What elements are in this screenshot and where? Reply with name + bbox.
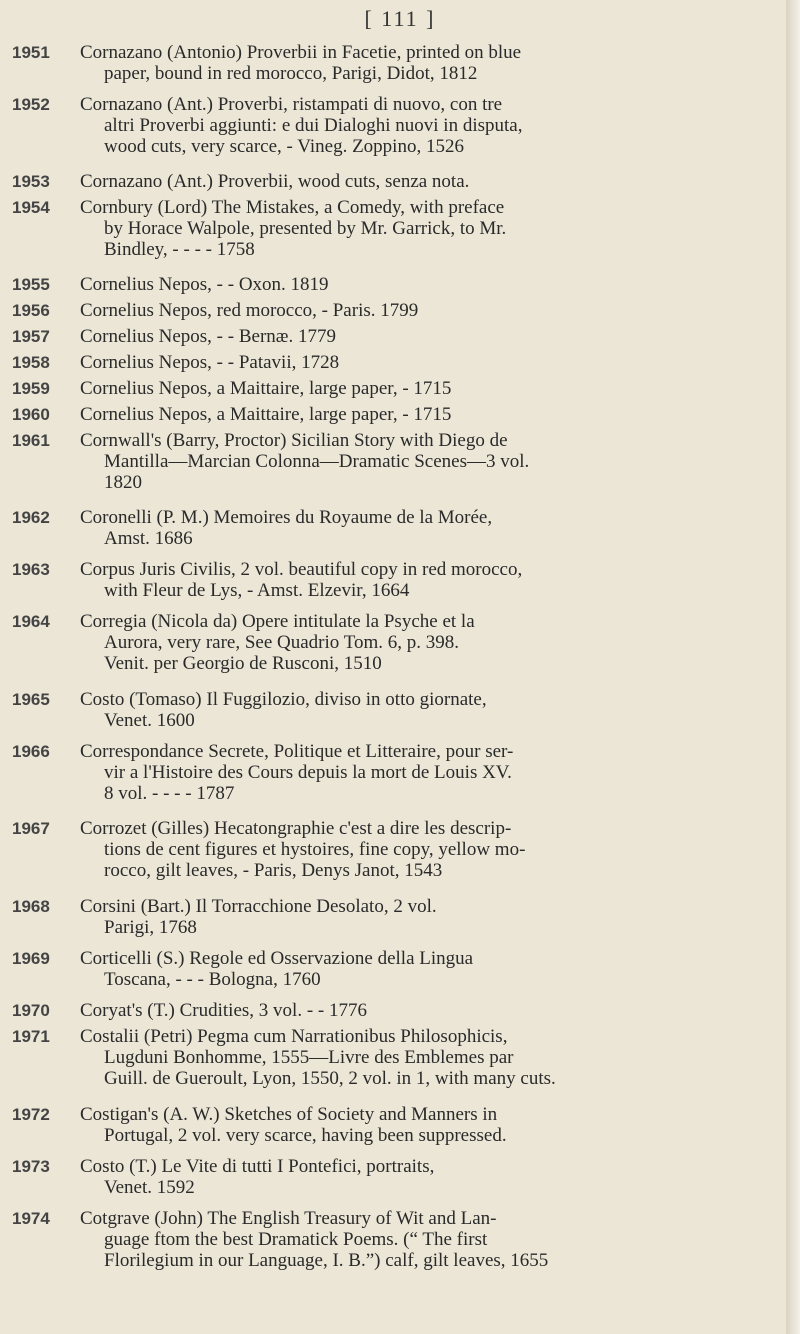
entry-line: Costalii (Petri) Pegma cum Narrationibus Philosophicis,: [80, 1026, 508, 1048]
entry-text: [80, 404, 680, 425]
entry-line: vir a l'Histoire des Cours depuis la mort de Louis XV.: [104, 761, 512, 783]
entry-line: rocco, gilt leaves, - Paris, Denys Janot, 1543: [104, 860, 443, 882]
entry-line: Costo (T.) Le Vite di tutti I Pontefici, portraits,: [80, 1155, 435, 1177]
entry-line: Toscana, - - - Bologna, 1760: [104, 969, 321, 991]
entry-text: [80, 352, 680, 373]
entry-text: [80, 507, 680, 549]
entry-line: Aurora, very rare, See Quadrio Tom. 6, p. 398.: [104, 631, 459, 653]
entry-number: 1968: [12, 897, 50, 917]
entry-line: Cotgrave (John) The English Treasury of Wit and Lan-: [80, 1207, 497, 1229]
entry-text: [80, 818, 680, 881]
entry-number: 1965: [12, 689, 50, 709]
entry-line: Amst. 1686: [104, 527, 193, 549]
entry-number: 1954: [12, 197, 50, 217]
entry-text: [80, 197, 680, 260]
entry-line: Cornbury (Lord) The Mistakes, a Comedy, with preface: [80, 196, 505, 218]
entry-line: Cornelius Nepos, - - Patavii, 1728: [80, 352, 340, 374]
entry-text: [80, 1208, 680, 1271]
entry-text: [80, 611, 680, 674]
entry-number: 1956: [12, 301, 50, 321]
entry-number: 1966: [12, 741, 50, 761]
entry-text: [80, 689, 680, 731]
entry-line: Portugal, 2 vol. very scarce, having been suppressed.: [104, 1125, 507, 1146]
entry-text: [80, 94, 680, 157]
entry-line: Cornelius Nepos, - - Oxon. 1819: [80, 274, 329, 296]
entry-number: 1963: [12, 559, 50, 579]
entry-text: [80, 948, 680, 990]
entry-line: with Fleur de Lys, - Amst. Elzevir, 1664: [104, 579, 410, 601]
entry-text: [80, 378, 680, 399]
entry-line: Correspondance Secrete, Politique et Litteraire, pour ser-: [80, 740, 514, 762]
entry-text: [80, 300, 680, 321]
entry-line: Cornelius Nepos, a Maittaire, large paper, - 1715: [80, 404, 452, 426]
entry-text: [80, 896, 680, 938]
entry-text: [80, 430, 680, 493]
entry-line: Cornelius Nepos, - - Bernæ. 1779: [80, 326, 336, 348]
entry-number: 1971: [12, 1027, 50, 1047]
entry-number: 1952: [12, 94, 50, 114]
entry-line: Parigi, 1768: [104, 917, 197, 939]
entry-line: Cornwall's (Barry, Proctor) Sicilian Story with Diego de: [80, 430, 508, 452]
entry-number: 1951: [12, 43, 50, 62]
entry-text: [80, 1156, 680, 1198]
entry-line: tions de cent figures et hystoires, fine copy, yellow mo-: [104, 839, 526, 861]
entry-line: Bindley, - - - - 1758: [104, 238, 255, 260]
entry-line: Cornazano (Ant.) Proverbii, wood cuts, senza nota.: [80, 170, 470, 192]
entry-number: 1974: [12, 1208, 50, 1228]
entry-number: 1958: [12, 353, 50, 373]
entry-line: altri Proverbi aggiunti: e dui Dialoghi nuovi in disputa,: [104, 114, 523, 136]
entry-number: 1960: [12, 405, 50, 425]
entry-text: [80, 1026, 680, 1089]
entry-line: Cornazano (Ant.) Proverbi, ristampati di nuovo, con tre: [80, 93, 503, 115]
entry-number: 1957: [12, 327, 50, 347]
entry-line: Cornazano (Antonio) Proverbii in Facetie, printed on blue: [80, 42, 522, 63]
entry-line: 8 vol. - - - - 1787: [104, 782, 235, 804]
entry-line: paper, bound in red morocco, Parigi, Didot, 1812: [104, 63, 478, 84]
entry-line: 1820: [104, 472, 142, 494]
entry-line: Venet. 1592: [104, 1176, 195, 1198]
entry-line: by Horace Walpole, presented by Mr. Garrick, to Mr.: [104, 217, 507, 239]
entry-number: 1964: [12, 611, 50, 631]
entry-number: 1969: [12, 949, 50, 969]
page-edge: [786, 0, 800, 1334]
entry-text: [80, 741, 680, 804]
entry-line: Cornelius Nepos, a Maittaire, large paper, - 1715: [80, 378, 452, 400]
entry-line: Guill. de Gueroult, Lyon, 1550, 2 vol. in 1, with many cuts.: [104, 1068, 556, 1090]
entry-number: 1970: [12, 1001, 50, 1021]
entry-line: Florilegium in our Language, I. B.”) calf, gilt leaves, 1655: [104, 1249, 549, 1271]
entry-line: Coryat's (T.) Crudities, 3 vol. - - 1776: [80, 1000, 367, 1022]
entry-number: 1972: [12, 1105, 50, 1124]
entry-number: 1961: [12, 431, 50, 451]
entry-text: [80, 274, 680, 295]
entry-number: 1973: [12, 1156, 50, 1176]
entry-line: Cornelius Nepos, red morocco, - Paris. 1799: [80, 300, 419, 322]
entry-line: wood cuts, very scarce, - Vineg. Zoppino, 1526: [104, 135, 464, 157]
entry-line: Venit. per Georgio de Rusconi, 1510: [104, 652, 382, 674]
entry-line: Costo (Tomaso) Il Fuggilozio, diviso in otto giornate,: [80, 688, 487, 710]
entry-line: Costigan's (A. W.) Sketches of Society and Manners in: [80, 1104, 498, 1125]
entry-line: Corpus Juris Civilis, 2 vol. beautiful copy in red morocco,: [80, 558, 523, 580]
entry-line: Corrozet (Gilles) Hecatongraphie c'est a dire les descrip-: [80, 818, 512, 840]
entry-text: [80, 1000, 680, 1021]
entry-number: 1959: [12, 379, 50, 399]
entry-line: Mantilla—Marcian Colonna—Dramatic Scenes—3 vol.: [104, 451, 530, 473]
page-number: [ 111 ]: [364, 6, 436, 31]
entry-line: Corsini (Bart.) Il Torracchione Desolato, 2 vol.: [80, 896, 437, 918]
entry-line: Lugduni Bonhomme, 1555—Livre des Emblemes par: [104, 1047, 514, 1069]
entry-line: Coronelli (P. M.) Memoires du Royaume de la Morée,: [80, 506, 493, 528]
entry-number: 1955: [12, 275, 50, 295]
entry-number: 1953: [12, 171, 50, 191]
entry-line: Corticelli (S.) Regole ed Osservazione della Lingua: [80, 948, 474, 970]
entry-line: guage ftom the best Dramatick Poems. (“ The first: [104, 1228, 488, 1250]
entry-text: [80, 1104, 680, 1146]
entry-text: [80, 42, 680, 84]
entry-number: 1967: [12, 819, 50, 839]
entry-text: [80, 559, 680, 601]
entry-text: [80, 326, 680, 347]
entry-number: 1962: [12, 507, 50, 527]
entry-text: [80, 171, 680, 192]
entry-line: Corregia (Nicola da) Opere intitulate la Psyche et la: [80, 610, 475, 632]
entry-line: Venet. 1600: [104, 709, 195, 731]
